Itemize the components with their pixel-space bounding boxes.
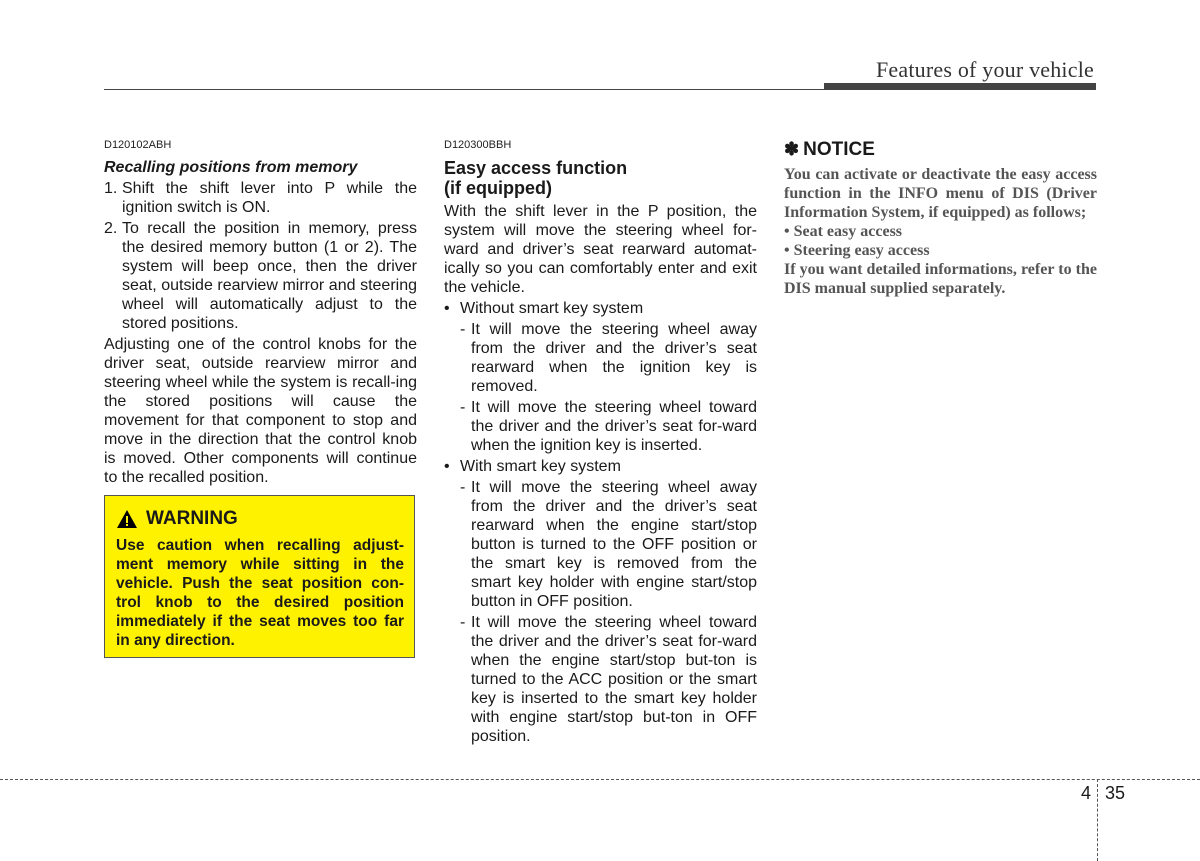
- body-paragraph: Adjusting one of the control knobs for the driver seat, outside rearview mirror and steering wheel while the system is recall-ing the stored positions will cause the movement for that component to stop and move in the direction that the control knob is moved. Other components will continue to the recalled position.: [104, 336, 417, 486]
- section-subtitle: Recalling positions from memory: [104, 159, 358, 176]
- bullet-label: Without smart key system: [460, 300, 644, 317]
- dash-mark-icon: -: [460, 321, 466, 338]
- column-middle: [444, 138, 757, 746]
- warning-title: WARNING: [146, 508, 238, 529]
- section-title-line1: Easy access function: [444, 158, 628, 178]
- notice-list-item: • Steering easy access: [784, 242, 930, 259]
- chapter-number: 4: [1081, 783, 1092, 803]
- column-right: [784, 138, 1097, 298]
- item-text: Shift the shift lever into P while the ignition switch is ON.: [122, 180, 417, 216]
- section-title-line2: (if equipped): [444, 178, 552, 198]
- numbered-item: [104, 179, 417, 217]
- section-code: D120102ABH: [104, 139, 172, 151]
- notice-list-item: • Seat easy access: [784, 223, 903, 240]
- warning-triangle-icon: [116, 509, 138, 529]
- notice-title: NOTICE: [803, 139, 875, 160]
- page-header-title: Features of your vehicle: [875, 57, 1094, 82]
- item-number: 2.: [104, 220, 118, 237]
- bullet-dot-icon: •: [444, 458, 450, 475]
- notice-body: [784, 165, 1097, 298]
- dash-text: It will move the steering wheel toward the driver and the driver’s seat for-ward when the ignition key is inserted.: [471, 399, 757, 454]
- bullet-dot-icon: •: [444, 300, 450, 317]
- numbered-item: [104, 219, 417, 333]
- warning-heading: [116, 508, 404, 530]
- dash-item: [460, 320, 757, 396]
- bullet-label: With smart key system: [460, 458, 621, 475]
- warning-box: [104, 495, 415, 658]
- dash-text: It will move the steering wheel toward the driver and the driver’s seat for-ward when the engine start/stop but-ton is turned to the ACC position or the smart key is inserted to the smart key holder with engine start/stop but-ton in OFF position.: [471, 614, 757, 745]
- notice-heading: [784, 140, 1097, 159]
- column-left: [104, 138, 417, 487]
- dash-mark-icon: -: [460, 399, 466, 416]
- header-rule-thick: [824, 83, 1096, 90]
- bullet-item: [444, 457, 757, 476]
- page-number: 35: [1105, 783, 1126, 803]
- bullet-item: [444, 299, 757, 318]
- footer-dashed-rule: [0, 779, 1200, 780]
- dash-text: It will move the steering wheel away from the driver and the driver’s seat rearward when the engine start/stop button is turned to the OFF position or the smart key is removed from the smart key holder with engine start/stop button in OFF position.: [471, 479, 757, 610]
- dash-item: [460, 398, 757, 455]
- intro-paragraph: With the shift lever in the P position, the system will move the steering wheel for-ward and driver’s seat rearward automat-ically so you can comfortably enter and exit the vehicle.: [444, 203, 757, 296]
- warning-text: Use caution when recalling adjust-ment memory while sitting in the vehicle. Push the seat position con-trol knob to the desired position immediately if the seat moves too far in any direction.: [116, 537, 404, 649]
- dash-item: [460, 613, 757, 746]
- dash-item: [460, 478, 757, 611]
- asterisk-icon: ✽: [784, 139, 800, 159]
- notice-line: You can activate or deactivate the easy access function in the INFO menu of DIS (Driver Information System, if equipped) as follows;: [784, 166, 1097, 221]
- dash-text: It will move the steering wheel away from the driver and the driver’s seat rearward when the ignition key is removed.: [471, 321, 757, 395]
- item-text: To recall the position in memory, press the desired memory button (1 or 2). The system will beep once, then the driver seat, outside rearview mirror and steering wheel will automatically adjust to the stored positions.: [122, 220, 417, 332]
- dash-mark-icon: -: [460, 479, 466, 496]
- notice-line: If you want detailed informations, refer to the DIS manual supplied separately.: [784, 261, 1097, 297]
- dash-mark-icon: -: [460, 614, 466, 631]
- footer-dashed-divider: [1097, 779, 1098, 861]
- section-title: [444, 158, 757, 198]
- section-code: D120300BBH: [444, 139, 512, 151]
- item-number: 1.: [104, 180, 118, 197]
- header-rule-thin: [104, 89, 824, 90]
